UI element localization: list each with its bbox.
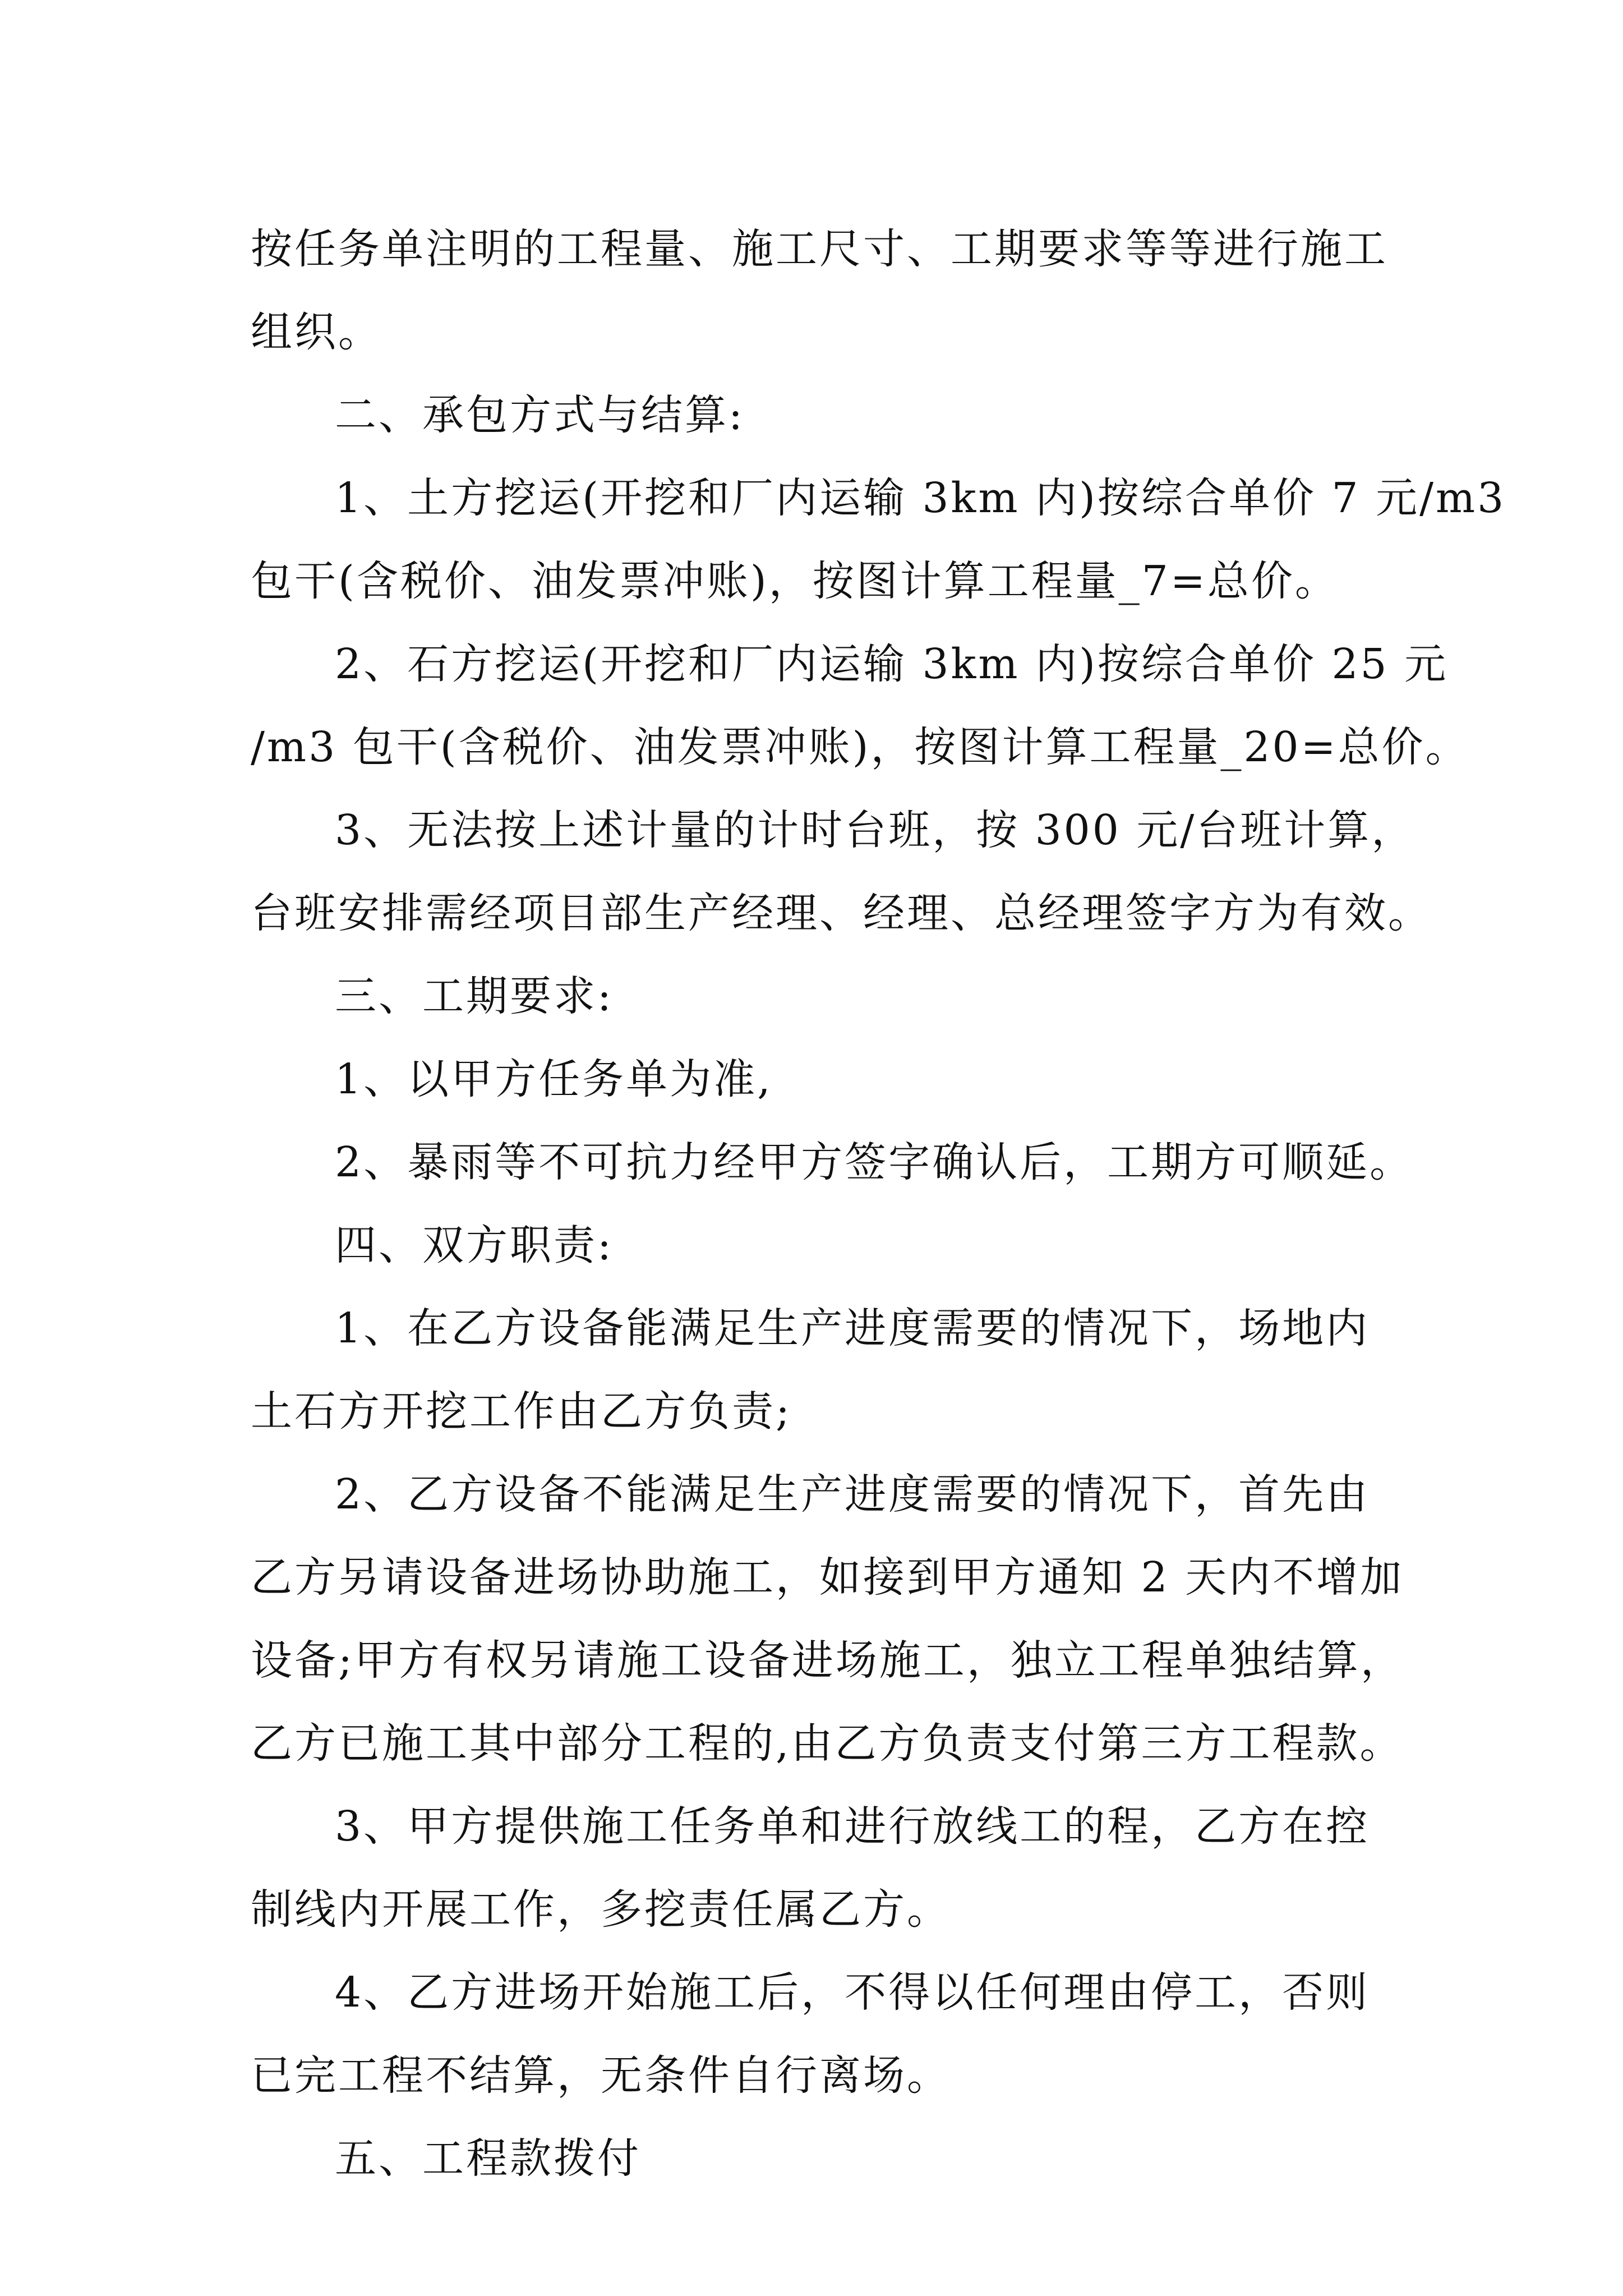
section-heading: 三、工期要求: <box>335 972 614 1020</box>
text-line: 组织。 <box>251 308 382 356</box>
text-line: 2、暴雨等不可抗力经甲方签字确认后，工期方可顺延。 <box>335 1138 1414 1186</box>
text-line: 4、乙方进场开始施工后，不得以任何理由停工，否则 <box>335 1968 1370 2017</box>
text-line: 2、乙方设备不能满足生产进度需要的情况下，首先由 <box>335 1470 1370 1519</box>
text-line: 3、无法按上述计量的计时台班，按 300 元/台班计算， <box>335 806 1415 854</box>
text-line: 台班安排需经项目部生产经理、经理、总经理签字方为有效。 <box>251 889 1432 937</box>
text-line: 1、以甲方任务单为准, <box>335 1055 773 1103</box>
text-line: /m3 包干(含税价、油发票冲账)，按图计算工程量_20=总价。 <box>251 723 1469 771</box>
text-line: 土石方开挖工作由乙方负责; <box>251 1387 792 1435</box>
text-line: 2、石方挖运(开挖和厂内运输 3km 内)按综合单价 25 元 <box>335 640 1449 688</box>
text-line: 1、在乙方设备能满足生产进度需要的情况下，场地内 <box>335 1304 1370 1352</box>
text-line: 按任务单注明的工程量、施工尺寸、工期要求等等进行施工 <box>251 225 1388 273</box>
text-line: 乙方另请设备进场协助施工，如接到甲方通知 2 天内不增加 <box>251 1553 1404 1602</box>
text-line: 包干(含税价、油发票冲账)，按图计算工程量_7=总价。 <box>251 557 1339 605</box>
text-line: 已完工程不结算，无条件自行离场。 <box>251 2051 951 2100</box>
text-line: 乙方已施工其中部分工程的,由乙方负责支付第三方工程款。 <box>251 1719 1404 1768</box>
document-body <box>251 208 1506 2200</box>
section-heading: 五、工程款拨付 <box>335 2134 641 2183</box>
section-heading: 四、双方职责: <box>335 1221 614 1269</box>
section-heading: 二、承包方式与结算: <box>335 391 745 439</box>
text-line: 3、甲方提供施工任务单和进行放线工的程，乙方在控 <box>335 1802 1370 1851</box>
text-line: 1、土方挖运(开挖和厂内运输 3km 内)按综合单价 7 元/m3 <box>335 474 1506 522</box>
text-line: 制线内开展工作，多挖责任属乙方。 <box>251 1885 951 1934</box>
text-line: 设备;甲方有权另请施工设备进场施工，独立工程单独结算， <box>251 1636 1404 1685</box>
